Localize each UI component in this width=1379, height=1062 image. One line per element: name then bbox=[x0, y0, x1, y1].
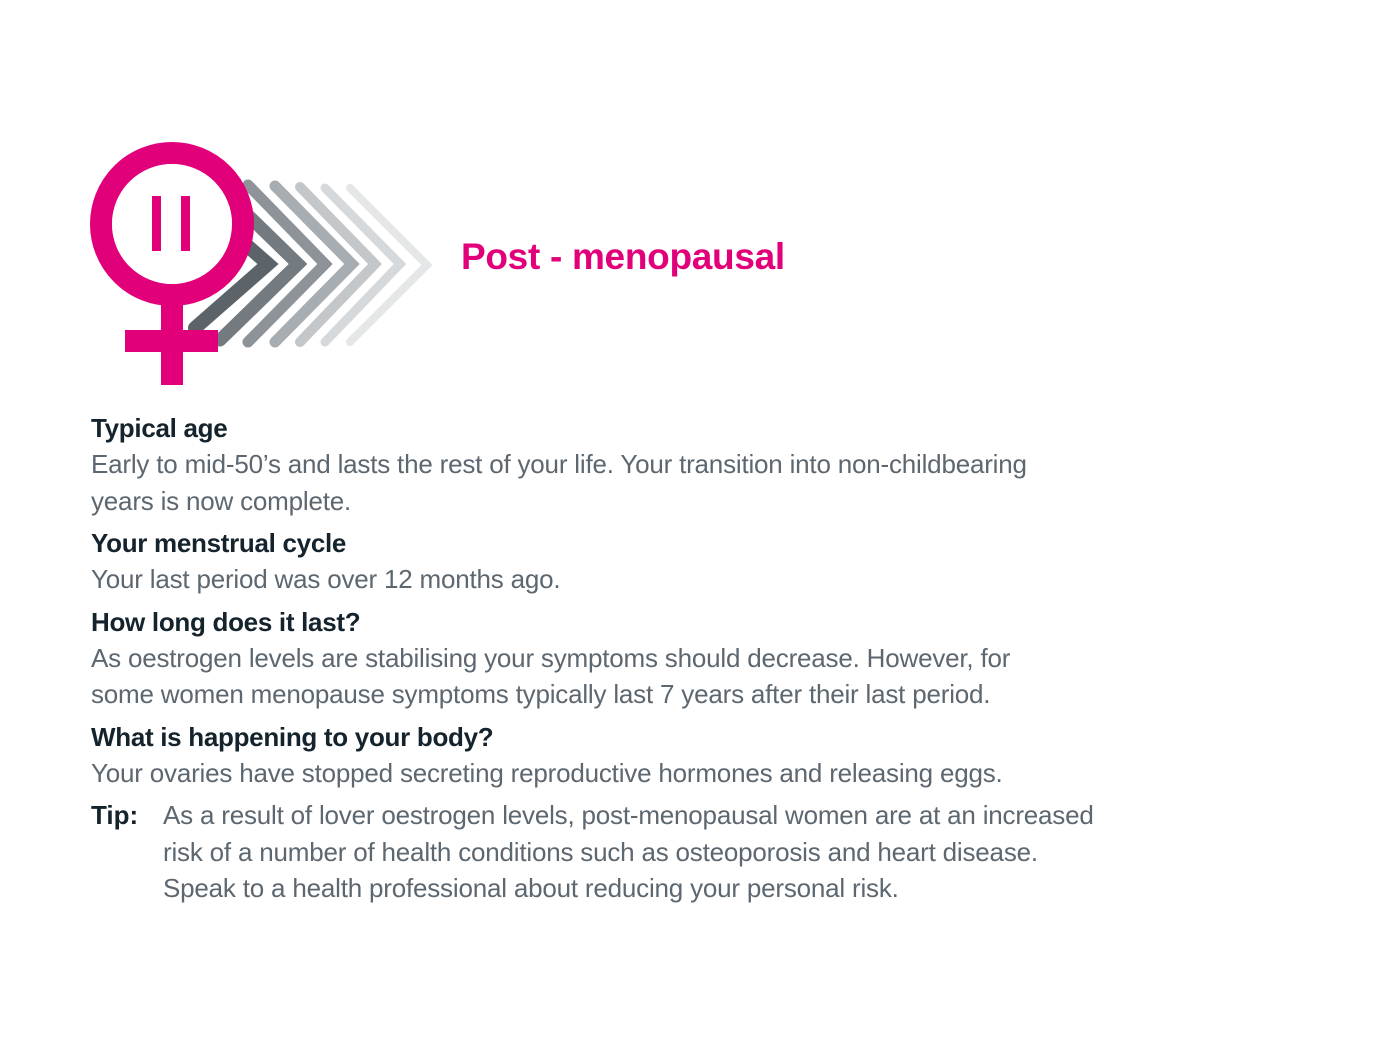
tip-line: As a result of lover oestrogen levels, post-menopausal women are at an increased bbox=[163, 800, 1094, 830]
section-heading: How long does it last? bbox=[91, 606, 361, 637]
section-body-changes bbox=[91, 719, 1311, 792]
stage-details bbox=[91, 410, 1311, 907]
body-line: As oestrogen levels are stabilising your symptoms should decrease. However, for bbox=[91, 642, 1011, 673]
page-title: Post - menopausal bbox=[461, 236, 785, 277]
section-body bbox=[91, 755, 1311, 792]
body-line: Early to mid-50’s and lasts the rest of your life. Your transition into non-childbearing bbox=[91, 449, 1027, 479]
section-heading: Your menstrual cycle bbox=[91, 528, 347, 558]
body-line: some women menopause symptoms typically last 7 years after their last period. bbox=[91, 679, 991, 709]
body-line: years is now complete. bbox=[91, 485, 352, 516]
section-heading: What is happening to your body? bbox=[91, 721, 494, 752]
body-line: Your ovaries have stopped secreting reproductive hormones and releasing eggs. bbox=[91, 757, 1003, 788]
section-menstrual-cycle bbox=[91, 525, 1311, 598]
section-body bbox=[91, 640, 1311, 713]
tip-line: risk of a number of health conditions such as osteoporosis and heart disease. bbox=[163, 836, 1038, 867]
section-heading: Typical age bbox=[91, 413, 228, 443]
body-line: Your last period was over 12 months ago. bbox=[91, 564, 561, 594]
tip-box bbox=[91, 797, 1311, 907]
tip-label: Tip: bbox=[91, 800, 139, 830]
section-duration bbox=[91, 604, 1311, 713]
tip-line: Speak to a health professional about reducing your personal risk. bbox=[163, 873, 899, 903]
female-symbol-icon bbox=[101, 153, 243, 385]
post-menopausal-logo bbox=[80, 130, 440, 400]
section-body bbox=[91, 446, 1311, 519]
tip-text bbox=[163, 797, 1094, 907]
section-typical-age bbox=[91, 410, 1311, 519]
section-body bbox=[91, 561, 1311, 598]
